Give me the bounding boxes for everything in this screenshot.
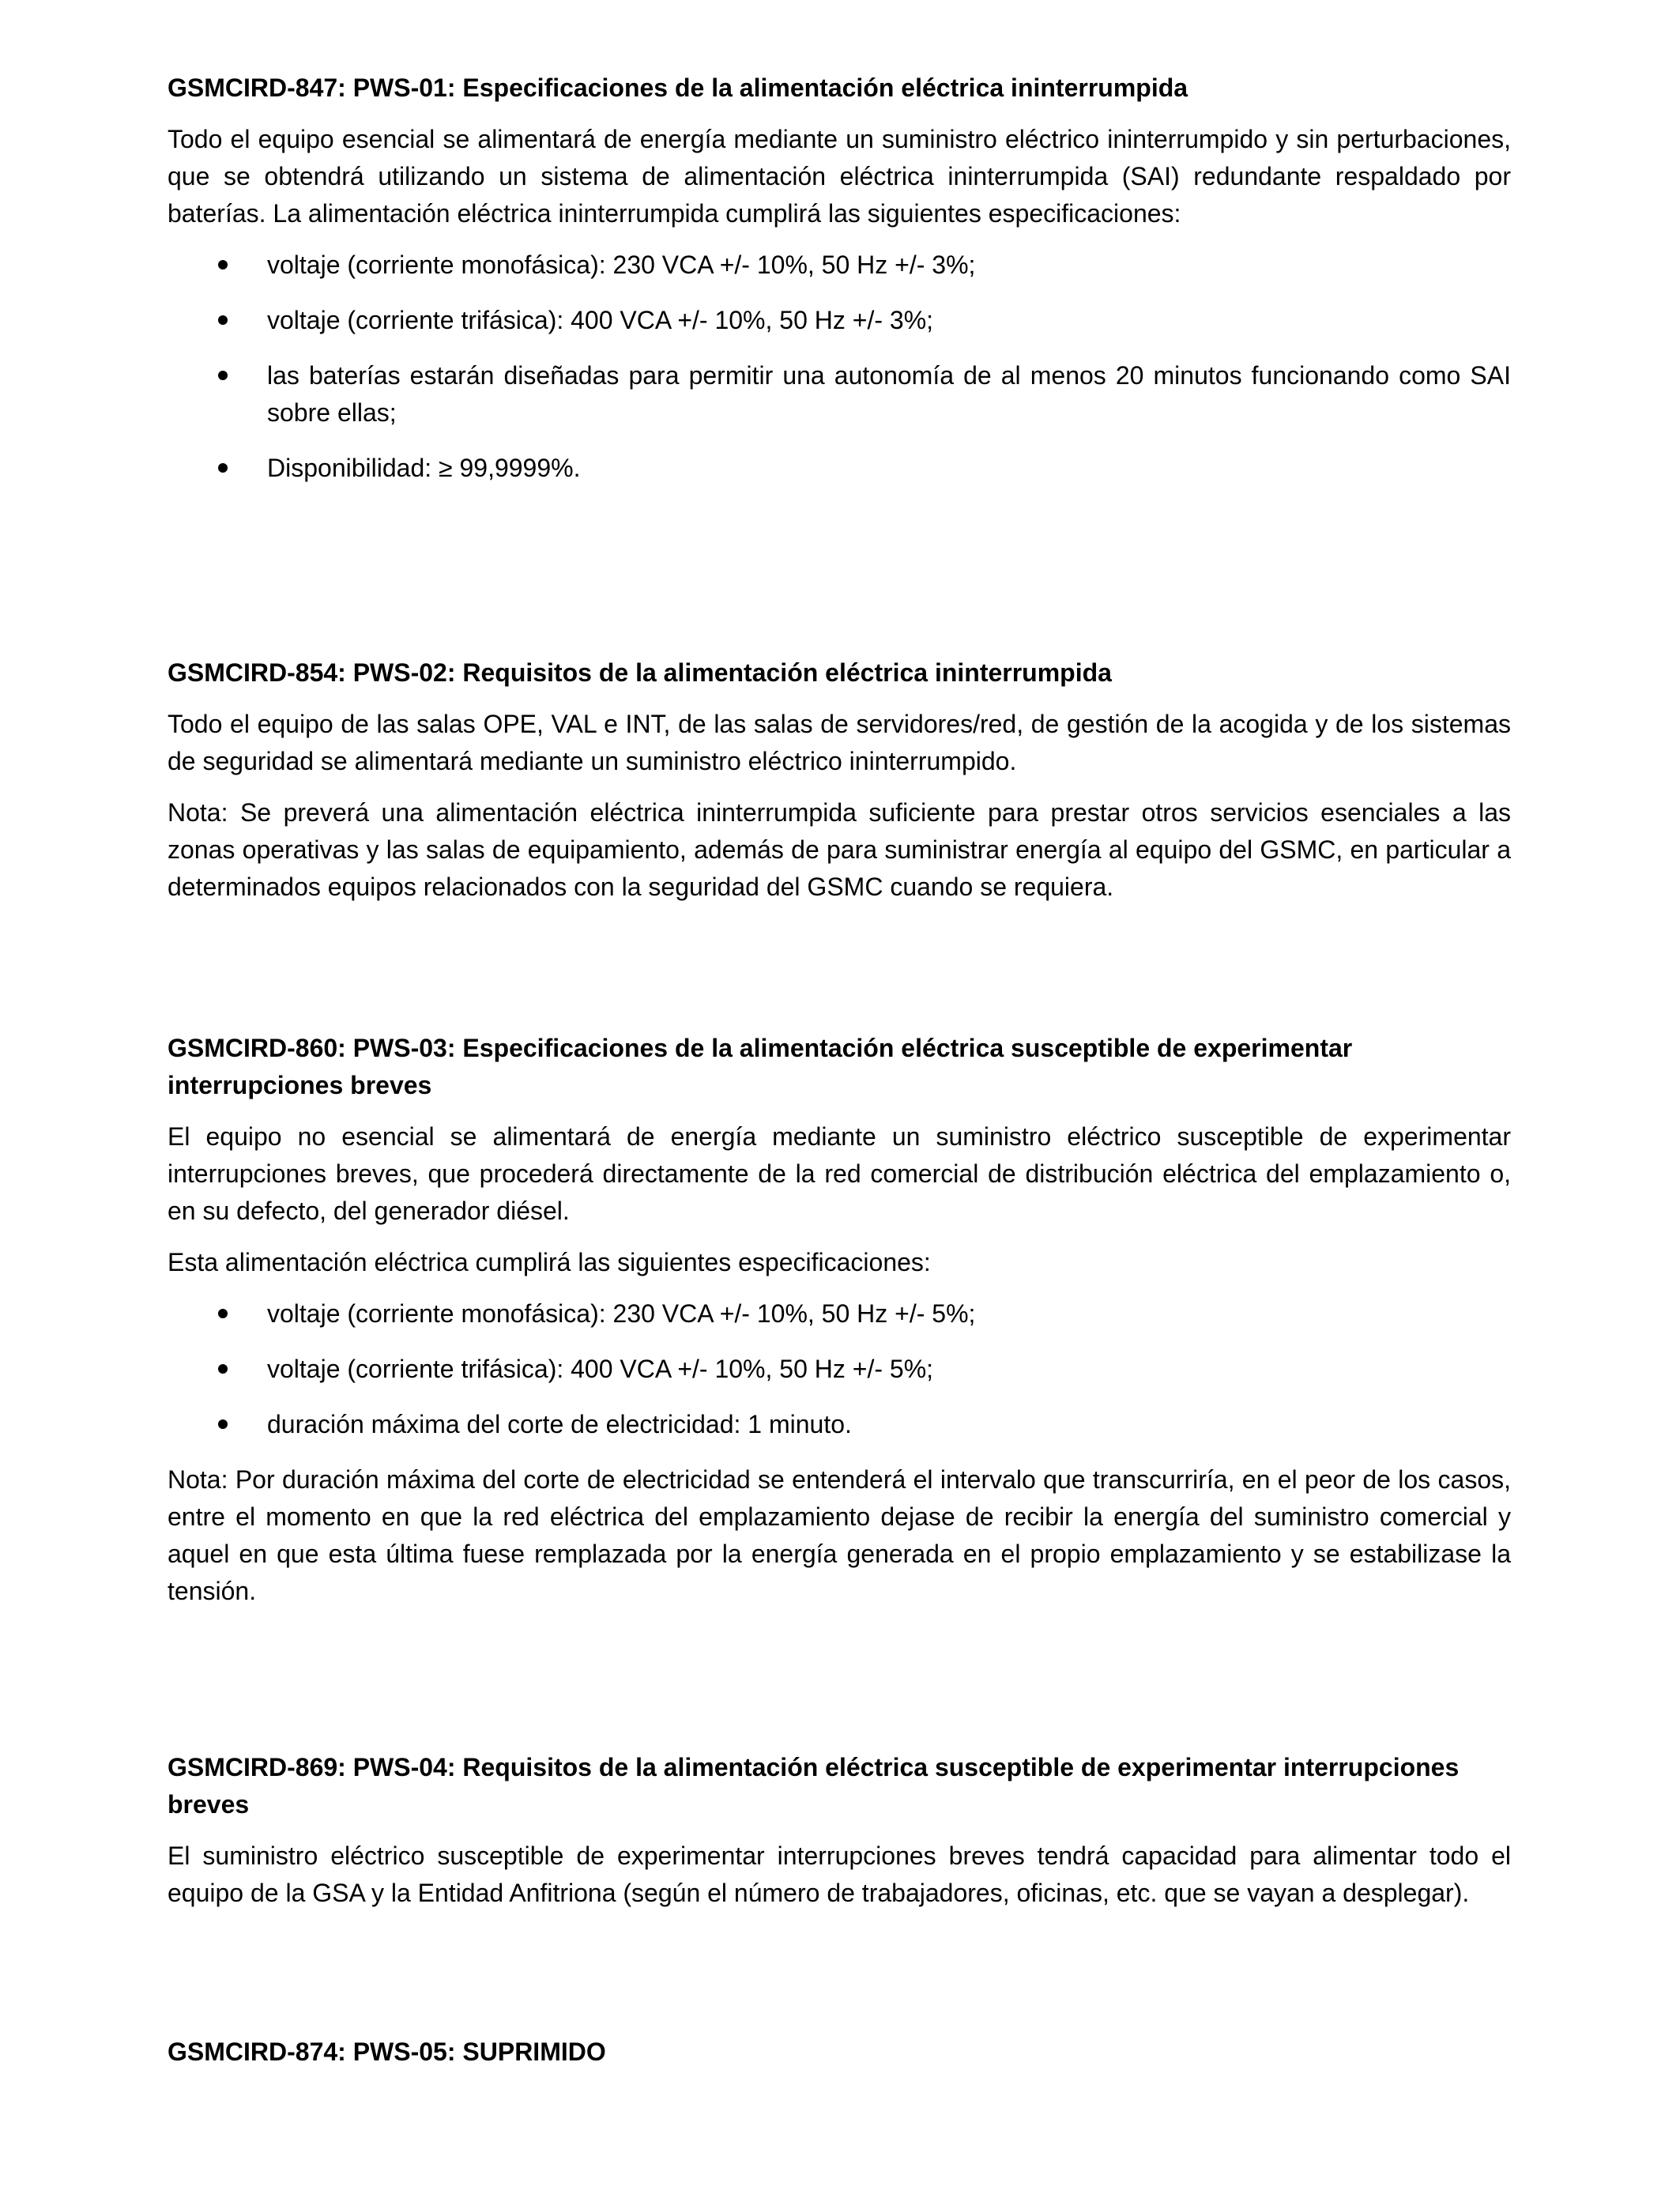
bullet-item (168, 302, 1511, 339)
bullet-item (168, 1351, 1511, 1388)
bullet-dot-icon (218, 371, 228, 380)
section-heading: GSMCIRD-874: PWS-05: SUPRIMIDO (168, 2038, 606, 2066)
section-heading: GSMCIRD-854: PWS-02: Requisitos de la alimentación eléctrica ininterrumpida (168, 658, 1112, 687)
bullet-item (168, 1295, 1511, 1333)
section-paragraph: El suministro eléctrico susceptible de experimentar interrupciones breves tendrá capacidad para alimentar todo el equipo de la GSA y la Entidad Anfitriona (según el número de trabajadores, oficinas, etc. que se vayan a desplegar). (168, 1842, 1511, 1907)
bullet-dot-icon (218, 260, 228, 270)
bullet-list (168, 247, 1511, 487)
bullet-text: voltaje (corriente monofásica): 230 VCA +/- 10%, 50 Hz +/- 5%; (267, 1299, 976, 1328)
section-pws-05 (168, 2034, 1511, 2085)
bullet-dot-icon (218, 1309, 228, 1318)
section-pws-04 (168, 1749, 1511, 1926)
section-note: Nota: Se preverá una alimentación eléctrica ininterrumpida suficiente para prestar otros servicios esenciales a las zonas operativas y las salas de equipamiento, además de para suministrar energía al equipo del GSMC, en particular a determinados equipos relacionados con la seguridad del GSMC cuando se requiera. (168, 798, 1511, 901)
section-pws-02 (168, 654, 1511, 920)
bullet-item (168, 247, 1511, 284)
bullet-text: Disponibilidad: ≥ 99,9999%. (267, 454, 581, 482)
section-note: Nota: Por duración máxima del corte de electricidad se entenderá el intervalo que transcurriría, en el peor de los casos, entre el momento en que la red eléctrica del emplazamiento dejase de recibir la energía del suministro comercial y aquel en que esta última fuese remplazada por la energía generada en el propio emplazamiento y se estabilizase la tensión. (168, 1465, 1511, 1605)
section-heading: GSMCIRD-847: PWS-01: Especificaciones de la alimentación eléctrica ininterrumpida (168, 74, 1188, 102)
section-pws-03 (168, 1030, 1511, 1624)
section-paragraph: Esta alimentación eléctrica cumplirá las siguientes especificaciones: (168, 1248, 931, 1276)
bullet-text: voltaje (corriente monofásica): 230 VCA +/- 10%, 50 Hz +/- 3%; (267, 251, 976, 279)
bullet-text: duración máxima del corte de electricidad: 1 minuto. (267, 1410, 852, 1438)
bullet-dot-icon (218, 1419, 228, 1429)
bullet-text: voltaje (corriente trifásica): 400 VCA +/- 10%, 50 Hz +/- 5%; (267, 1355, 934, 1383)
bullet-dot-icon (218, 1364, 228, 1374)
section-paragraph: Todo el equipo esencial se alimentará de energía mediante un suministro eléctrico ininterrumpido y sin perturbaciones, que se obtendrá utilizando un sistema de alimentación eléctrica ininterrumpida (SAI) redundante respaldado por baterías. La alimentación eléctrica ininterrumpida cumplirá las siguientes especificaciones: (168, 125, 1511, 228)
section-paragraph: Todo el equipo de las salas OPE, VAL e INT, de las salas de servidores/red, de gestión de la acogida y de los sistemas de seguridad se alimentará mediante un suministro eléctrico ininterrumpido. (168, 710, 1511, 775)
section-heading: GSMCIRD-869: PWS-04: Requisitos de la alimentación eléctrica susceptible de experimentar interrupciones breves (168, 1753, 1460, 1819)
bullet-item (168, 1406, 1511, 1443)
section-heading: GSMCIRD-860: PWS-03: Especificaciones de la alimentación eléctrica susceptible de experimentar interrupciones breves (168, 1034, 1353, 1099)
bullet-dot-icon (218, 463, 228, 473)
bullet-list (168, 1295, 1511, 1443)
bullet-dot-icon (218, 315, 228, 325)
bullet-item (168, 357, 1511, 432)
section-paragraph: El equipo no esencial se alimentará de energía mediante un suministro eléctrico susceptible de experimentar interrupciones breves, que procederá directamente de la red comercial de distribución eléctrica del emplazamiento o, en su defecto, del generador diésel. (168, 1122, 1511, 1225)
bullet-item (168, 450, 1511, 487)
bullet-text: voltaje (corriente trifásica): 400 VCA +/- 10%, 50 Hz +/- 3%; (267, 306, 934, 334)
section-pws-01 (168, 70, 1511, 505)
bullet-text: las baterías estarán diseñadas para permitir una autonomía de al menos 20 minutos funcionando como SAI sobre ellas; (267, 361, 1511, 427)
